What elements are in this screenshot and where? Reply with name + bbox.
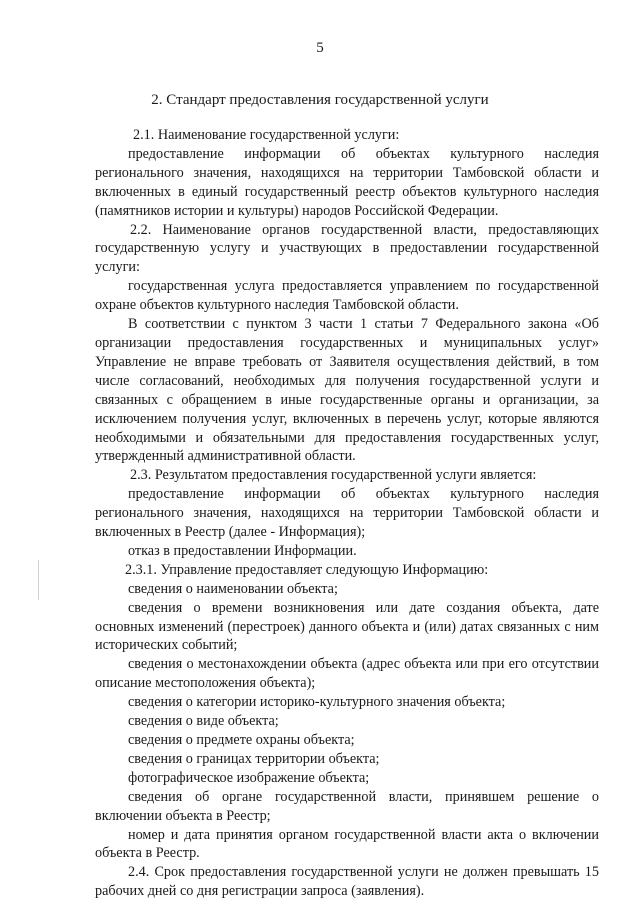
document-body [95, 126, 599, 901]
paragraph: сведения о категории историко-культурного значения объекта; [128, 694, 506, 711]
paragraph: фотографическое изображение объекта; [128, 769, 370, 786]
paragraph: предоставление информации об объектах культурного наследия регионального значения, находящихся на территории Тамбовской области и включенных в единый государственный реестр объектов культурного наследия (памятников истории и культуры) народов Российской Федерации. [95, 145, 599, 219]
paragraph: сведения о границах территории объекта; [128, 750, 380, 767]
margin-mark [38, 560, 39, 600]
section-title: 2. Стандарт предоставления государственной услуги [151, 92, 489, 108]
paragraph: сведения о времени возникновения или дате создания объекта, дате основных изменений (перестроек) данного объекта и (или) датах связанных с ним исторических событий; [95, 599, 599, 654]
paragraph: предоставление информации об объектах культурного наследия регионального значения, находящихся на территории Тамбовской области и включенных в Реестр (далее - Информация); [95, 486, 599, 541]
page-number: 5 [316, 40, 324, 56]
paragraph: сведения о предмете охраны объекта; [128, 732, 355, 748]
paragraph: 2.3. Результатом предоставления государственной услуги является: [130, 467, 537, 484]
paragraph: 2.1. Наименование государственной услуги: [133, 127, 400, 143]
paragraph: отказ в предоставлении Информации. [128, 542, 357, 559]
paragraph: сведения о наименовании объекта; [128, 580, 338, 597]
paragraph: сведения о местонахождении объекта (адрес объекта или при его отсутствии описание местоположения объекта); [95, 656, 599, 692]
paragraph: 2.4. Срок предоставления государственной услуги не должен превышать 15 рабочих дней со дня регистрации запроса (заявления). [95, 864, 599, 900]
paragraph: В соответствии с пунктом 3 части 1 статьи 7 Федерального закона «Об организации предоставления государственных и муниципальных услуг» Управление не вправе требовать от Заявителя осуществления действий, в том числе согласований, необходимых для получения государственной услуги и связанных с обращением в иные государственные органы и организации, за исключением получения услуг, включенных в перечень услуг, которые являются необходимыми и обязательными для предоставления государственных услуг, утвержденный административной области. [95, 316, 599, 465]
paragraph: 2.2. Наименование органов государственной власти, предоставляющих государственную услугу и участвующих в предоставлении государственной услуги: [95, 221, 599, 276]
paragraph: сведения о виде объекта; [128, 713, 279, 730]
paragraph: сведения об органе государственной власти, принявшем решение о включении объекта в Реестр; [95, 788, 599, 824]
paragraph: государственная услуга предоставляется управлением по государственной охране объектов культурного наследия Тамбовской области. [95, 278, 599, 314]
paragraph: 2.3.1. Управление предоставляет следующую Информацию: [125, 561, 489, 578]
paragraph: номер и дата принятия органом государственной власти акта о включении объекта в Реестр. [95, 826, 599, 862]
